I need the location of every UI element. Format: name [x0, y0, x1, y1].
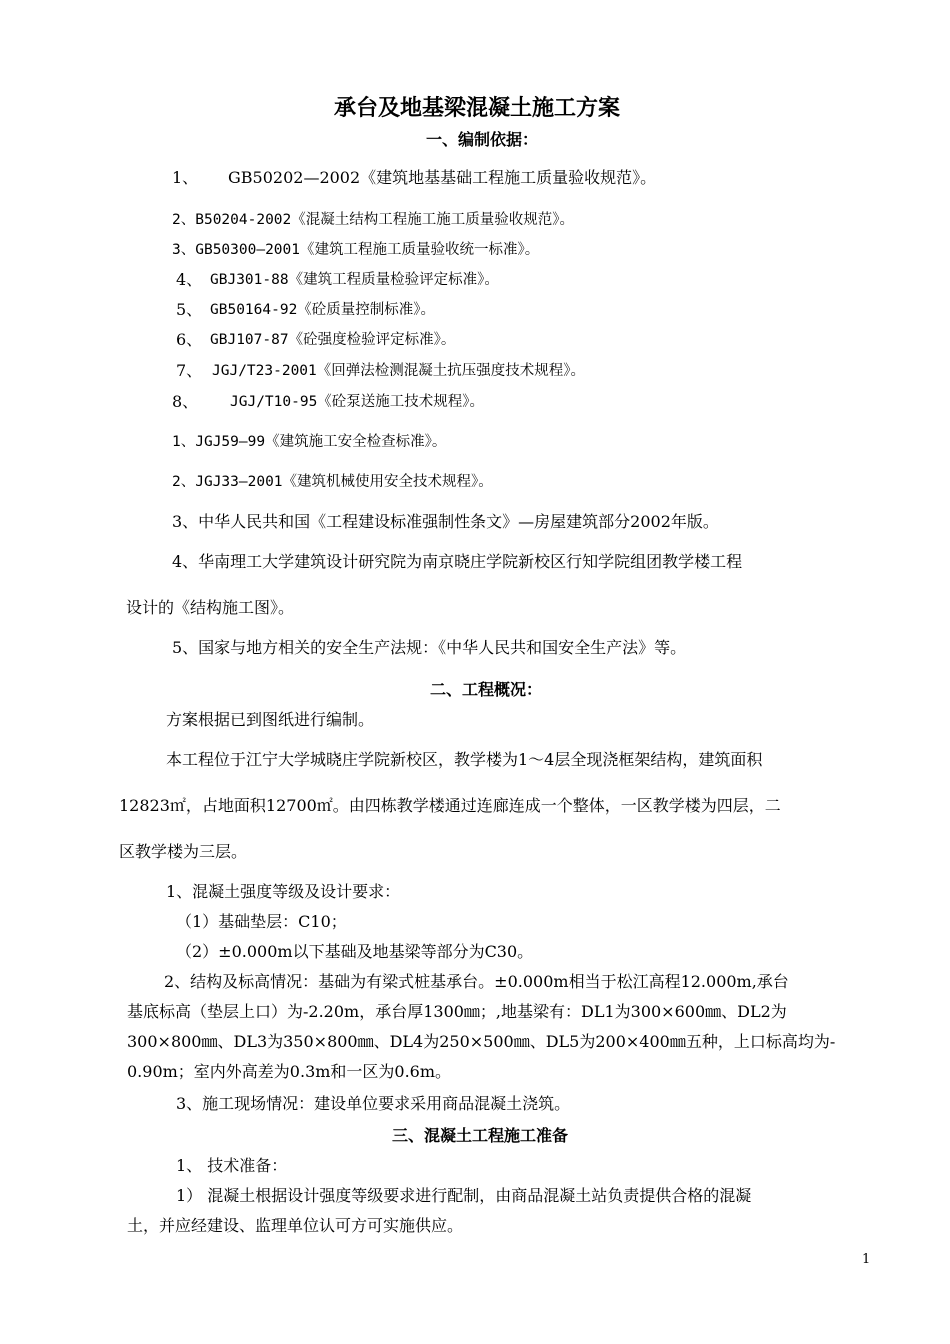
basis-item-num: 1、 [172, 168, 199, 187]
basis-item: 2、B50204-2002《混凝土结构工程施工施工质量验收规范》。 [172, 212, 575, 228]
overview-item: （1）基础垫层：C10； [176, 912, 347, 931]
page-number: 1 [862, 1252, 871, 1267]
section-heading-basis: 一、编制依据： [426, 130, 539, 149]
safety-item: 3、中华人民共和国《工程建设标准强制性条文》—房屋建筑部分2002年版。 [172, 512, 719, 531]
basis-item-num: 4、 [176, 270, 203, 289]
overview-item: 3、施工现场情况：建设单位要求采用商品混凝土浇筑。 [176, 1094, 571, 1113]
prep-item: 土，并应经建设、监理单位认可方可实施供应。 [127, 1216, 464, 1235]
safety-item: 设计的《结构施工图》。 [126, 598, 295, 617]
basis-item: 3、GB50300—2001《建筑工程施工质量验收统一标准》。 [172, 242, 540, 258]
safety-item: 4、华南理工大学建筑设计研究院为南京晓庄学院新校区行知学院组团教学楼工程 [172, 552, 743, 571]
safety-item: 5、国家与地方相关的安全生产法规：《中华人民共和国安全生产法》等。 [172, 638, 687, 657]
basis-item-num: 7、 [176, 361, 203, 380]
overview-item: 2、结构及标高情况：基础为有梁式桩基承台。±0.000m相当于松江高程12.000m,承台 [164, 972, 789, 991]
basis-item: GBJ107-87《砼强度检验评定标准》。 [210, 332, 456, 348]
basis-item-num: 6、 [176, 330, 203, 349]
document-title: 承台及地基梁混凝土施工方案 [334, 96, 621, 121]
basis-item: JGJ/T10-95《砼泵送施工技术规程》。 [230, 394, 485, 410]
basis-item: GB50164-92《砼质量控制标准》。 [210, 302, 436, 318]
basis-item-num: 8、 [172, 392, 199, 411]
overview-item: 0.90m；室内外高差为0.3m和一区为0.6m。 [127, 1062, 452, 1081]
prep-item: 1） 混凝土根据设计强度等级要求进行配制，由商品混凝土站负责提供合格的混凝 [176, 1186, 752, 1205]
section-heading-prep: 三、混凝土工程施工准备 [392, 1126, 569, 1145]
basis-item-num: 5、 [176, 300, 203, 319]
overview-paragraph: 12823㎡，占地面积12700㎡。由四栋教学楼通过连廊连成一个整体，一区教学楼为四层，二 [119, 796, 781, 815]
basis-item: JGJ/T23-2001《回弹法检测混凝土抗压强度技术规程》。 [212, 363, 586, 379]
basis-item: GB50202—2002《建筑地基基础工程施工质量验收规范》。 [228, 168, 657, 187]
safety-item: 1、JGJ59—99《建筑施工安全检查标准》。 [172, 434, 447, 450]
prep-item: 1、 技术准备： [176, 1156, 288, 1175]
basis-item: GBJ301-88《建筑工程质量检验评定标准》。 [210, 272, 499, 288]
overview-item: 1、混凝土强度等级及设计要求： [166, 882, 401, 901]
overview-item: 基底标高（垫层上口）为-2.20m，承台厚1300㎜；,地基梁有：DL1为300×600㎜、DL2为 [127, 1002, 787, 1021]
overview-item: 300×800㎜、DL3为350×800㎜、DL4为250×500㎜、DL5为200×400㎜五种，上口标高均为- [127, 1032, 836, 1051]
overview-paragraph: 方案根据已到图纸进行编制。 [166, 710, 375, 729]
section-heading-overview: 二、工程概况： [430, 680, 543, 699]
overview-paragraph: 区教学楼为三层。 [119, 842, 248, 861]
overview-item: （2）±0.000m以下基础及地基梁等部分为C30。 [176, 942, 534, 961]
safety-item: 2、JGJ33—2001《建筑机械使用安全技术规程》。 [172, 474, 493, 490]
overview-paragraph: 本工程位于江宁大学城晓庄学院新校区，教学楼为1～4层全现浇框架结构，建筑面积 [166, 750, 763, 769]
